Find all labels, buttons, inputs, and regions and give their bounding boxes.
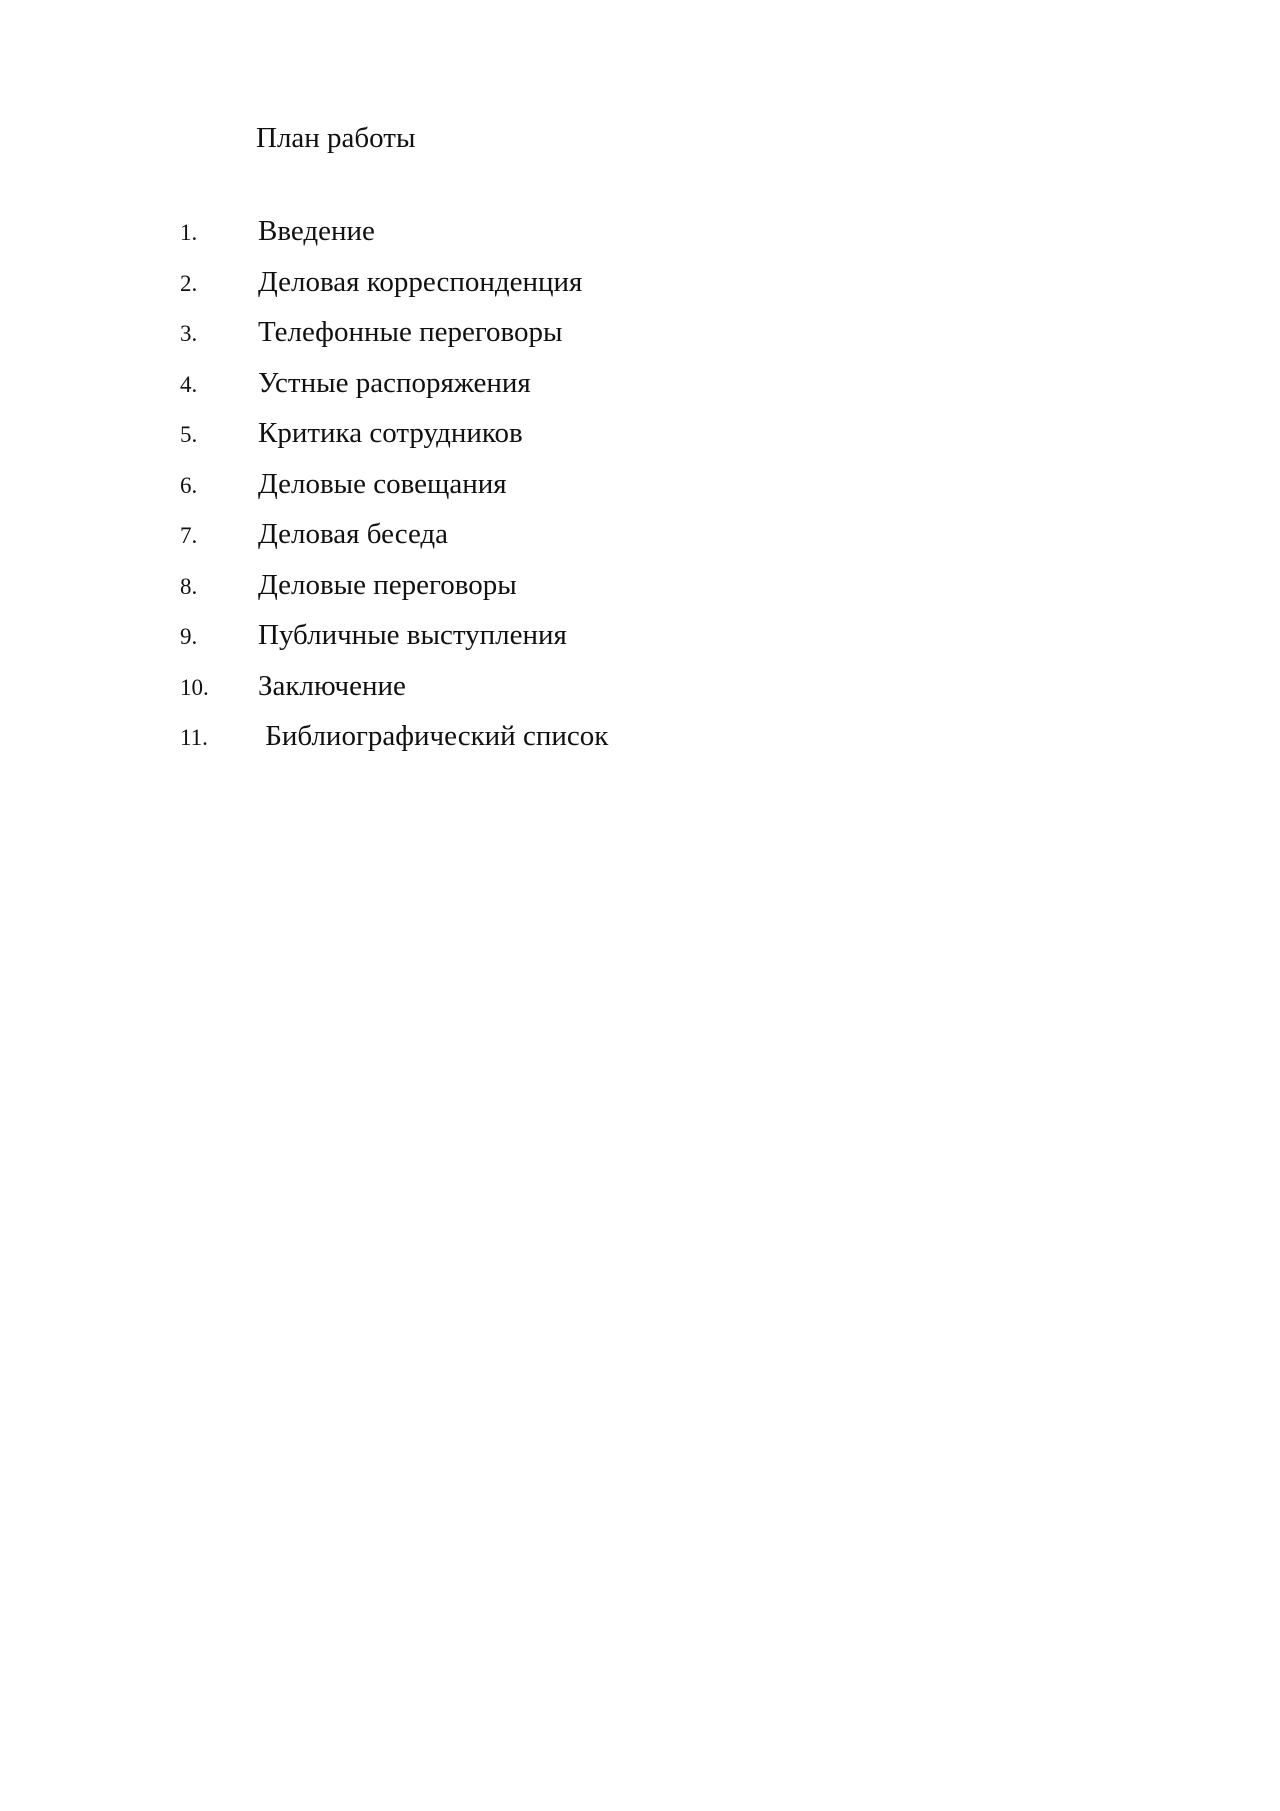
list-item-label: Библиографический список xyxy=(258,720,609,752)
list-item-label: Деловые переговоры xyxy=(258,568,517,601)
document-title: План работы xyxy=(256,122,416,154)
list-item-label: Деловая беседа xyxy=(258,518,449,550)
list-item-number: 11. xyxy=(180,725,208,750)
list-item-label: Телефонные переговоры xyxy=(258,316,563,348)
list-item-number: 1. xyxy=(180,220,198,245)
list-item-label: Деловая корреспонденция xyxy=(258,265,583,298)
list-item-label: Введение xyxy=(258,215,375,247)
list-item-number: 9. xyxy=(180,624,198,649)
list-item-number: 4. xyxy=(180,371,198,397)
list-item-number: 10. xyxy=(180,674,209,700)
list-item-number: 5. xyxy=(180,422,198,447)
list-item-label: Критика сотрудников xyxy=(258,417,523,449)
list-item-label: Устные распоряжения xyxy=(258,366,531,399)
list-item-label: Заключение xyxy=(258,669,406,702)
list-item-number: 8. xyxy=(180,573,198,599)
list-item-label: Деловые совещания xyxy=(258,467,507,500)
list-item-number: 2. xyxy=(180,270,198,296)
list-item-number: 6. xyxy=(180,472,198,498)
list-item-number: 3. xyxy=(180,321,198,346)
list-item-label: Публичные выступления xyxy=(258,619,567,651)
list-item-number: 7. xyxy=(180,523,198,548)
